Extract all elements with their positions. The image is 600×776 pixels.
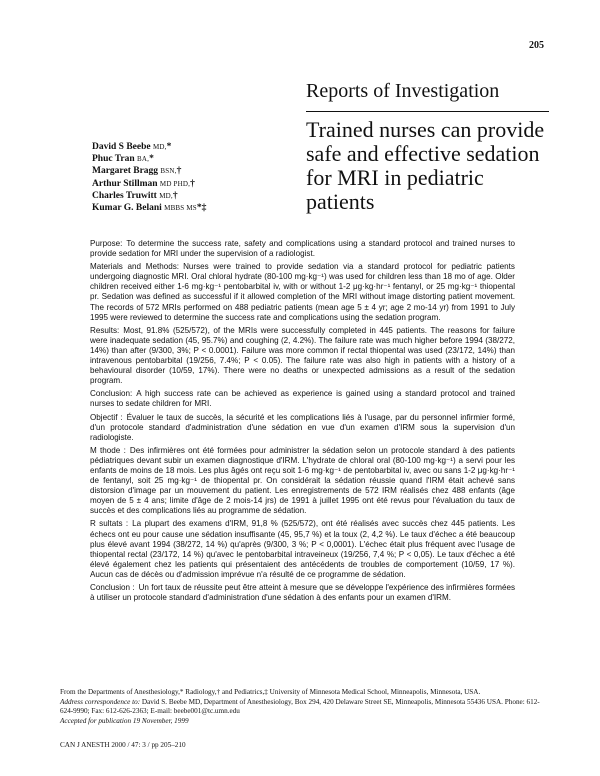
abstract-purpose (90, 239, 515, 259)
section-text: Un fort taux de réussite peut être atteint à mesure que se développe l'expérience des infirmières formées à utiliser un protocole standard d'administration d'une sédation à des enfants pour un examen d'IRM. (90, 583, 515, 603)
author-name: Charles Truwitt (92, 190, 157, 201)
section-text: Évaluer le taux de succès, la sécurité et les complications liés à l'usage, par du personnel infirmier formé, d'un protocole standard d'administration d'une sédation en vue d'un examen d'IRM sous la supervision d'un radiologiste. (90, 412, 515, 442)
author-line (92, 165, 292, 177)
author-degree: MD PHD, (159, 179, 191, 188)
author-affiliation-mark: * (149, 154, 154, 165)
author-degree: BSN, (160, 167, 177, 176)
author-name: Margaret Bragg (92, 166, 159, 177)
section-text: To determine the success rate, safety and complications using a standard protocol and trained nurses to provide sedation for MRI under the supervision of a radiologist. (90, 239, 515, 259)
footnotes (60, 688, 550, 726)
affiliation-note: From the Departments of Anesthesiology,* Radiology,† and Pediatrics,‡ University of Minnesota Medical School, Minneapolis, Minnesota, USA. (60, 688, 481, 696)
author-list (92, 141, 292, 214)
section-label: Purpose: (90, 239, 123, 248)
correspondence-text: David S. Beebe MD, Department of Anesthesiology, Box 294, 420 Delaware Street SE, Minneapolis, Minnesota 55436 USA. Phone: 612-624-9990; Fax: 612-626-2363; E-mail: beebe001@tc.umn.edu (60, 697, 540, 716)
author-degree: MBBS MS (164, 204, 197, 213)
section-text: Nurses were trained to provide sedation via a standard protocol for pediatric patients undergoing diagnostic MRI. Oral chloral hydrate (80-100 mg·kg⁻¹) was used for children less than 18 mo of age. Older children received either 1-6 mg·kg⁻¹ pentobarbital iv, with or without 1-2 μg·kg·hr⁻¹ fentanyl, or 25 mg·kg⁻¹ thiopental pr. Sedation was defined as successful if it allowed completion of the MRI without image distorting patient movement. The records of 572 MRIs performed on 488 pediatric patients (mean age 5 ± 4 yr; age 2 mo-14 yr) from 1991 to July 1995 were reviewed to determine the success rate and complications using the sedation program. (90, 262, 515, 322)
author-degree: MD, (152, 143, 167, 151)
author-name: Phuc Tran (92, 154, 135, 165)
author-name: David S Beebe (92, 142, 151, 152)
section-text: A high success rate can be achieved as experience is gained using a standard protocol and trained nurses to sedate children for MRI. (90, 389, 515, 409)
author-affiliation-mark: † (172, 190, 178, 201)
section-divider (306, 111, 549, 112)
accepted-note: Accepted for publication 19 November, 1999 (60, 716, 189, 725)
author-name: Arthur Stillman (92, 178, 158, 189)
author-line (92, 141, 292, 153)
section-text: Most, 91.8% (525/572), of the MRIs were successfully completed in 445 patients. The reasons for failure were inadequate sedation (45, 95.7%) and coughing (2, 4.2%). The failure rate was much higher before 1994 (38/272, 14%) than after (9/300, 3%; P < 0.0001). Failure was more common if rectal thiopental was used (23/172, 14%) than intravenous pentobarbital (19/256, 7.4%; P < 0.05). The failure rate was also high in patients with a history of a behavioural disorder (10/59, 17%). There were no deaths or unexpected admissions as a result of the sedation program. (90, 325, 515, 386)
abstract (90, 239, 515, 606)
page-number: 205 (529, 40, 544, 51)
section-text: Des infirmières ont été formées pour administrer la sédation selon un protocole standard à des patients pédiatriques devant subir un examen diagnostique d'IRM. L'hydrate de chloral oral (80-100 mg·kg⁻¹) a servi pour les enfants de moins de 18 mois. Les plus âgés ont reçu soit 1-6 mg·kg⁻¹ de pentobarbital iv, avec ou sans 1-2 μg·kg·hr⁻¹ de fentanyl, soit 25 mg·kg⁻¹ de thiopental pr. On considérait la sédation réussie quand l'IRM était achevé sans distorsion d'image par un mouvement du patient. Les enregistrements de 572 IRM réalisés chez 488 enfants (âge moyen de 5 ± 4 ans; limite d'âge de 2 mois-14 jrs) de 1991 à juillet 1995 ont été revus pour l'évaluation du taux de succès et des complications liés au programme de sédation. (90, 445, 515, 516)
abstract-conclusion (90, 389, 515, 409)
resume-resultats (90, 519, 515, 580)
author-line (92, 190, 292, 202)
abstract-results (90, 326, 515, 387)
resume-conclusion (90, 583, 515, 603)
article-title: Trained nurses can provide safe and effective sedation for MRI in pediatric patients (306, 117, 545, 214)
author-name: Kumar G. Belani (92, 203, 162, 214)
author-affiliation-mark: *‡ (196, 203, 207, 214)
section-text: La plupart des examens d'IRM, 91,8 % (525/572), ont été réalisés avec succès chez 445 patients. Les échecs ont eu pour cause une sédation insuffisante (45, 95,7 %) et la toux (2, 4,2 %). Le taux d'échec a été beaucoup plus élevé avant 1994 (38/272, 14 %) qu'après (9/300, 3 %; P < 0,0001). L'échec était plus fréquent avec l'usage de thiopental rectal (23/172, 14 %) qu'avec le pentobarbital intraveineux (19/256, 7,4 %; P < 0,05). Le taux d'échec a été élevé également chez les patients qui présentaient des antécédents de troubles de comportement (10/59, 17 %). Aucun cas de décès ou d'admission imprévue n'a résulté de ce programme de sédation. (90, 519, 515, 579)
section-label: Objectif : (90, 412, 123, 422)
resume-methode (90, 446, 515, 517)
abstract-methods (90, 262, 515, 323)
author-affiliation-mark: † (176, 166, 182, 177)
author-line (92, 202, 292, 214)
section-label: Conclusion: (90, 389, 133, 399)
section-label: M thode : (90, 445, 126, 455)
author-affiliation-mark: † (190, 178, 195, 189)
author-degree: BA, (137, 155, 150, 164)
correspondence-label: Address correspondence to: (60, 697, 141, 706)
resume-objectif (90, 413, 515, 443)
section-label: Conclusion : (90, 583, 135, 592)
section-label: Results: (90, 325, 120, 335)
correspondence-note (60, 698, 550, 717)
author-degree: MD, (159, 191, 173, 200)
section-label: Materials and Methods: (90, 262, 180, 272)
journal-citation: CAN J ANESTH 2000 / 47: 3 / pp 205–210 (60, 741, 186, 749)
author-affiliation-mark: * (166, 142, 172, 152)
section-title: Reports of Investigation (306, 80, 500, 102)
author-line (92, 178, 292, 190)
section-label: R sultats : (90, 519, 129, 529)
author-line (92, 153, 292, 165)
